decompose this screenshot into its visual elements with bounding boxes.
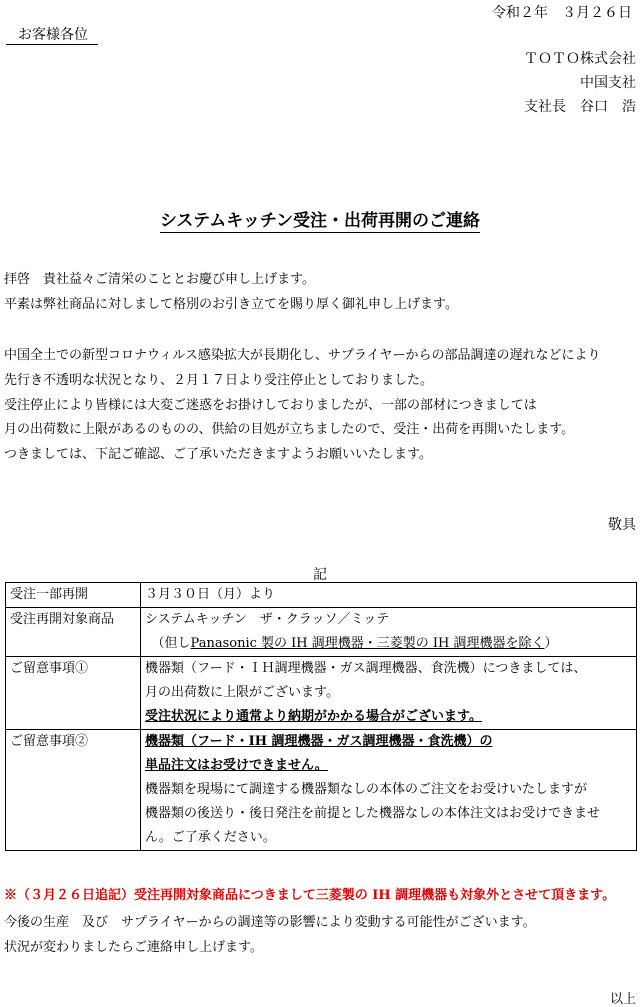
row-value-products xyxy=(141,608,637,657)
red-addendum-notice: ※（３月２６日追記）受注再開対象商品につきまして三菱製の IH 調理機器も対象外とさせて頂きます。 xyxy=(4,888,616,903)
note-1-line-3: 受注状況により通常より納期がかかる場合がございます。 xyxy=(145,709,482,724)
note-2-line-5: ん。ご了承ください。 xyxy=(145,830,276,845)
greeting-line-2: 平素は弊社商品に対しまして格別のお引き立てを賜り厚く御礼申し上げます。 xyxy=(4,297,458,312)
document-title-container xyxy=(0,206,640,231)
footer-line-2: 状況が変わりましたらご連絡申し上げます。 xyxy=(4,940,263,955)
products-line-1: システムキッチン ザ・クラッソ／ミッテ xyxy=(145,612,390,627)
body-line-2: 先行き不透明な状況となり、２月１７日より受注停止としておりました。 xyxy=(4,373,434,388)
table-row-note-2 xyxy=(6,730,637,851)
sender-branch: 中国支社 xyxy=(580,75,636,91)
note-2-line-2: 単品注文はお受けできません。 xyxy=(145,758,328,773)
sender-company: ＴＯＴＯ株式会社 xyxy=(524,51,636,67)
row-value-note-1 xyxy=(141,657,637,730)
note-2-line-4: 機器類の後送り・後日発注を前提とした機器なしの本体注文はお受けできませ xyxy=(145,806,601,821)
body-line-1: 中国全土での新型コロナウィルス感染拡大が長期化し、サプライヤーからの部品調達の遅れなどにより xyxy=(4,348,601,363)
closing-ijou: 以上 xyxy=(609,992,636,1007)
row-value-note-2 xyxy=(141,730,637,851)
products-exclusion-close: ） xyxy=(544,636,558,651)
table-row-products xyxy=(6,608,637,657)
reopen-date: ３月３０日（月）より xyxy=(145,587,276,602)
table-row-note-1 xyxy=(6,657,637,730)
note-2-line-1: 機器類（フード・IH 調理機器・ガス調理機器・食洗機）の xyxy=(145,734,493,749)
products-exclusion-open: （但し xyxy=(158,636,191,651)
notice-table xyxy=(5,582,637,851)
greeting-line-1: 拝啓 貴社益々ご清栄のこととお慶び申し上げます。 xyxy=(4,272,315,287)
body-line-5: つきましては、下記ご確認、ご了承いただきますようお願いいたします。 xyxy=(4,447,432,462)
footer-line-1: 今後の生産 及び サプライヤーからの調達等の影響により変動する可能性がございます。 xyxy=(4,915,536,930)
note-1-line-1: 機器類（フード・ＩＨ調理機器・ガス調理機器、食洗機）につきましては、 xyxy=(145,661,587,676)
document-title: システムキッチン受注・出荷再開のご連絡 xyxy=(159,211,481,231)
note-2-line-3: 機器類を現場にて調達する機器類なしの本体のご注文をお受けいたしますが xyxy=(145,782,588,797)
addressee: お客様各位 xyxy=(6,24,98,45)
letter-date: 令和２年 ３月２６日 xyxy=(492,5,632,21)
products-line-2 xyxy=(145,632,632,656)
row-label-products: 受注再開対象商品 xyxy=(6,608,141,657)
row-label-reopen: 受注一部再開 xyxy=(6,583,141,608)
ki-heading: 記 xyxy=(313,567,327,583)
row-label-note-1: ご留意事項① xyxy=(6,657,141,730)
row-value-reopen xyxy=(141,583,637,608)
products-exclusion: Panasonic 製の IH 調理機器・三菱製の IH 調理機器を除く xyxy=(190,636,545,651)
keigu: 敬具 xyxy=(608,517,636,533)
note-1-line-2: 月の出荷数に上限がございます。 xyxy=(145,685,339,700)
body-line-4: 月の出荷数に上限があるのものの、供給の目処が立ちましたので、受注・出荷を再開いたします。 xyxy=(4,422,575,437)
body-line-3: 受注停止により皆様には大変ご迷惑をお掛けしておりましたが、一部の部材につきましては xyxy=(4,398,537,413)
sender-signer: 支社長 谷口 浩 xyxy=(524,99,636,115)
row-label-note-2: ご留意事項② xyxy=(6,730,141,851)
table-row-reopen xyxy=(6,583,637,608)
